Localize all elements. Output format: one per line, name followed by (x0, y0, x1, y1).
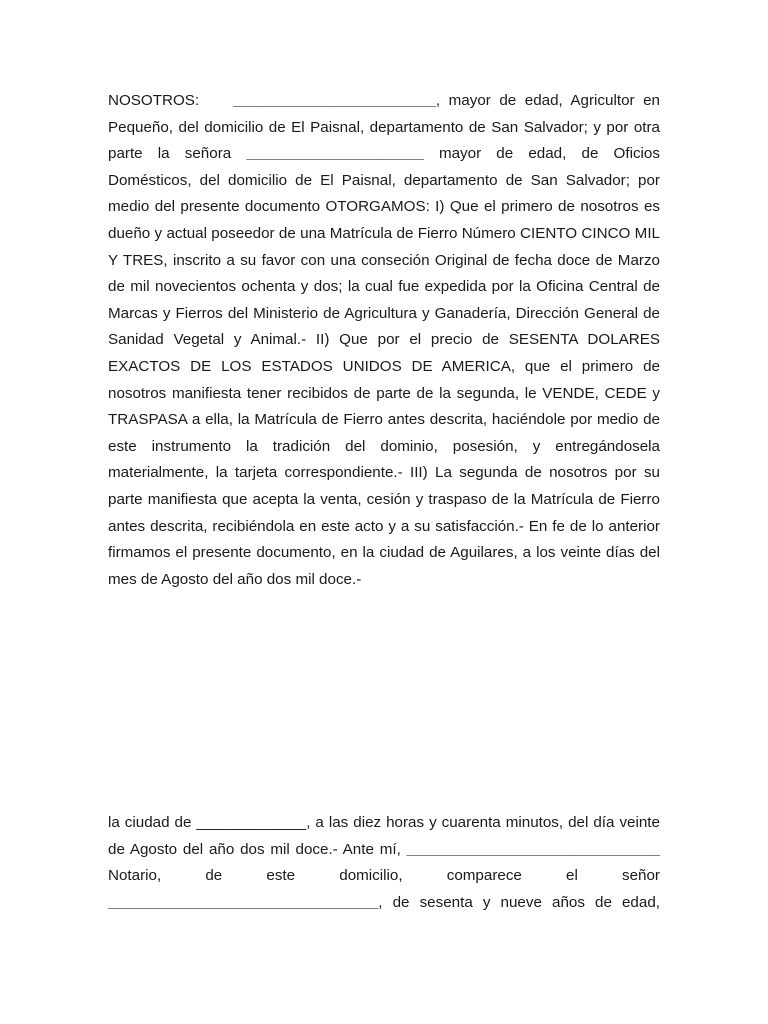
city-blank: _____________ (196, 814, 307, 831)
paragraph-text-4: , a las diez horas y cuarenta minutos, del día veinte de Agosto del año dos mil doce.- Ante mí, (108, 814, 660, 858)
notary-paragraph (108, 810, 660, 916)
paragraph-text-1: , mayor de edad, Agricultor en Pequeño, del domicilio de El Paisnal, departamento de San Salvador; y por otra parte la señora (108, 92, 660, 163)
paragraph-text-3: la ciudad de (108, 814, 192, 831)
notary-name-blank: ______________________________ (406, 840, 660, 858)
paragraph-text-2: mayor de edad, de Oficios Domésticos, del domicilio de El Paisnal, departamento de San Salvador; por medio del presente documento OTORGAMOS: I) Que el primero de nosotros es dueño y actual poseedor de una Matrícula de Fierro Número CIENTO CINCO MIL Y TRES, inscrito a su favor con una conseción Original de fecha doce de Marzo de mil novecientos ochenta y dos; la cual fue expedida por la Oficina Central de Marcas y Fierros del Ministerio de Agricultura y Ganadería, Dirección General de Sanidad Vegetal y Animal.- II) Que por el precio de SESENTA DOLARES EXACTOS DE LOS ESTADOS UNIDOS DE AMERICA, que el primero de nosotros manifiesta tener recibidos de parte de la segunda, le VENDE, CEDE y TRASPASA a ella, la Matrícula de Fierro antes descrita, haciéndole por medio de este instrumento la tradición del dominio, posesión, y entregándosela materialmente, la tarjeta correspondiente.- III) La segunda de nosotros por su parte manifiesta que acepta la venta, cesión y traspaso de la Matrícula de Fierro antes descrita, recibiéndola en este acto y a su satisfacción.- En fe de lo anterior firmamos el presente documento, en la ciudad de Aguilares, a los veinte días del mes de Agosto del año dos mil doce.- (108, 145, 660, 588)
name-blank-2: _____________________ (246, 145, 424, 163)
lead-word: NOSOTROS: (108, 92, 200, 109)
paragraph-text-5: Notario, de este domicilio, comparece el señor (108, 867, 660, 885)
name-blank-1: ________________________ (233, 92, 436, 109)
person-name-blank: ________________________________ (108, 893, 379, 911)
paragraph-text-6: , de sesenta y nueve años de edad, (378, 893, 660, 911)
contract-paragraph (108, 88, 660, 593)
